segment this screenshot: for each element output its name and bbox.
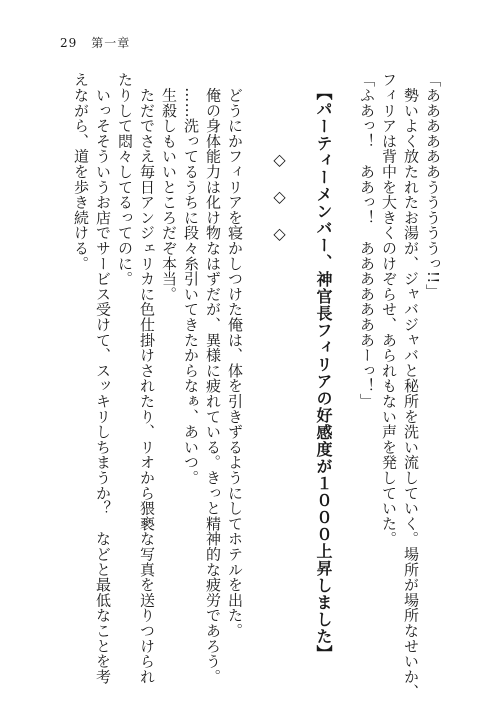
text-line: 「ああああああうううううっ!!」 [424,72,442,299]
text-line: いっそそういうお店でサービス受けて、スッキリしちまうか？ などと最低なことを考 [94,72,112,684]
text-line: ……洗ってるうちに段々糸引いてきたからなぁ、あいつ。 [182,72,200,486]
text-line: えながら、道を歩き続ける。 [72,72,90,271]
text-line: 「ふあっ！ ああっ！ あああああああーっ！」 [358,72,376,409]
text-line: フィリアは背中を大きくのけぞらせ、あられもない声を発していた。 [380,72,398,547]
body-text [70,72,444,700]
blank-line [290,72,312,632]
text-line: 生殺しもいいところだぞ本当。 [160,72,178,302]
text-line: たりして悶々してるってのに。 [116,72,134,287]
system-announcement: 【パーティーメンバー、神官長フィリアの好感度が１０００上昇しました】 [314,84,333,662]
running-header [60,34,130,51]
text-line: どうにかフィリアを寝かしつけた俺は、体を引きずるようにしてホテルを出た。 [226,72,244,639]
blank-line [334,72,356,632]
text-line: 勢いよく放たれたお湯が、ジャバジャバと秘所を洗い流していく。場所が場所なせいか、 [402,72,420,700]
page-number: 29 [60,36,78,50]
text-line: 俺の身体能力は化け物なはずだが、異様に疲れている。きっと精神的な疲労であろう。 [204,72,222,684]
text-line: ただでさえ毎日アンジェリカに色仕掛けされたり、リオから猥褻な写真を送りつけられ [138,72,156,684]
scene-break: ◇◇◇ [270,150,289,261]
blank-line [246,72,268,632]
chapter-title: 第一章 [91,36,131,50]
